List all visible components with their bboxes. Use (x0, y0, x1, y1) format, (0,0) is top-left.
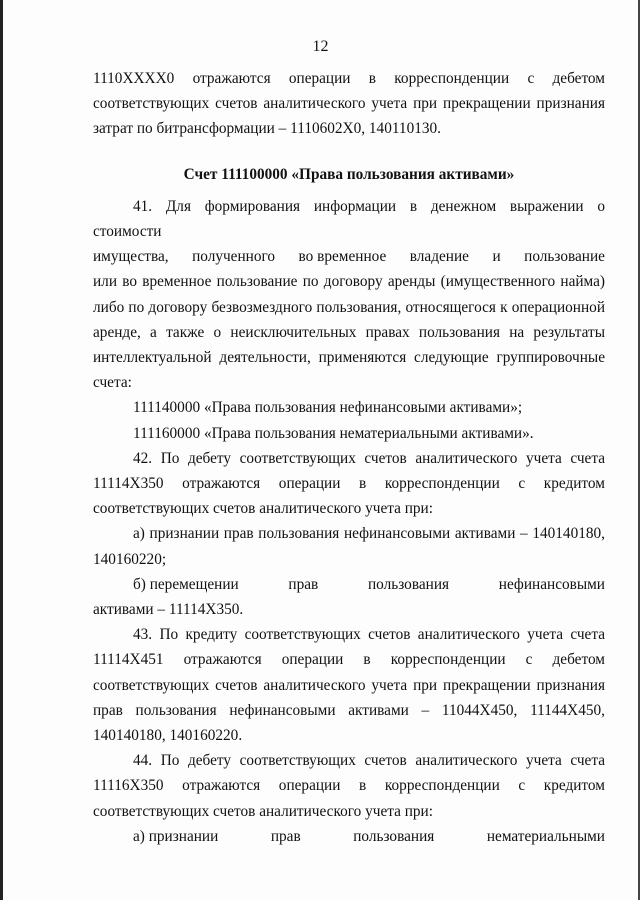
text-line: интеллектуальной деятельности, применяются следующие группировочные (93, 349, 605, 367)
text-word: в (359, 777, 367, 795)
text-line: счета: (93, 374, 132, 392)
document-body (93, 66, 605, 849)
text-word: прав (270, 827, 301, 845)
paragraph (93, 446, 605, 522)
text-word: пользование (524, 248, 605, 266)
text-word: во временное (298, 248, 387, 266)
text-word: 11114Х350 (93, 475, 164, 493)
text-word: 1110ХХХХ0 (93, 70, 175, 87)
text-line: 43. По кредиту соответствующих счетов аналитического учета счета (133, 626, 605, 644)
text-line: соответствующих счетов аналитического учета при: (93, 500, 433, 518)
text-word: с (525, 651, 533, 669)
text-word: кредитом (543, 475, 605, 493)
account-list-item: 111160000 «Права пользования нематериальными активами». (133, 424, 534, 442)
text-word: имущества, (93, 248, 169, 266)
text-line (93, 471, 605, 496)
text-line: соответствующих счетов аналитического учета при прекращении признания (93, 676, 605, 694)
text-line: или во временное пользование по договору аренды (имущественного найма) (93, 273, 605, 291)
text-word: и (492, 248, 501, 266)
text-word: пользования (353, 827, 435, 845)
text-word: с (518, 777, 526, 795)
text-line: 140140180, 140160220. (93, 727, 243, 745)
text-line: соответствующих счетов аналитического учета при: (93, 802, 433, 820)
text-word: корреспонденции (384, 777, 500, 795)
paragraph (93, 622, 605, 748)
text-word: 11116Х350 (93, 777, 164, 795)
text-line: либо по договору безвозмездного пользования, относящегося к операционной (93, 298, 605, 316)
paragraph (93, 194, 605, 396)
text-word: отражаются (182, 777, 261, 795)
text-word: с (527, 70, 535, 87)
text-word: операции (278, 475, 341, 493)
text-word: корреспонденции (390, 651, 506, 669)
text-word: нематериальными (486, 827, 605, 845)
text-word: дебетом (552, 70, 605, 87)
text-word: нефинансовыми (498, 575, 605, 593)
text-line: а) признании прав пользования нефинансовыми активами – 140140180, (133, 525, 605, 543)
text-line: соответствующих счетов аналитического учета при прекращении признания (93, 95, 605, 113)
section-heading: Счет 111100000 «Права пользования активами» (183, 165, 515, 183)
text-line (93, 244, 605, 269)
text-word: дебетом (552, 651, 605, 669)
text-word: отражаются (192, 70, 271, 87)
text-word: владение (409, 248, 469, 266)
text-word: отражаются (182, 475, 261, 493)
page-number: 12 (312, 38, 329, 55)
text-line: 140160220; (93, 550, 167, 568)
text-word: в (359, 475, 367, 493)
text-word: операции (281, 651, 344, 669)
text-line: 44. По дебету соответствующих счетов аналитического учета счета (133, 752, 605, 770)
text-word: корреспонденции (394, 70, 510, 87)
text-word: в (368, 70, 376, 87)
text-line (93, 773, 605, 798)
text-word: б) перемещении (133, 575, 239, 593)
paragraph (93, 748, 605, 824)
text-word: полученного (192, 248, 276, 266)
text-word: операции (278, 777, 341, 795)
text-word: с (518, 475, 526, 493)
text-word: пользования (367, 575, 450, 593)
text-line: прав пользования нефинансовыми активами – 11044Х450, 11144Х450, (93, 701, 605, 719)
text-word: прав (288, 575, 319, 593)
text-word: в (363, 651, 371, 669)
text-line (93, 66, 605, 91)
text-line: 41. Для формирования информации в денежном выражении о стоимости (93, 197, 605, 241)
text-word: а) признании (133, 827, 219, 845)
paragraph (93, 572, 605, 622)
text-word: кредитом (543, 777, 605, 795)
text-line (93, 572, 605, 597)
text-line: затрат по битрансформации – 1110602Х0, 140110130. (93, 120, 441, 138)
text-word: операции (288, 70, 351, 87)
text-line: аренде, а также о неисключительных правах пользования на результаты (93, 323, 605, 341)
text-line (93, 647, 605, 672)
account-list-item: 111140000 «Права пользования нефинансовыми активами»; (133, 399, 523, 417)
text-word: корреспонденции (384, 475, 500, 493)
text-word: отражаются (183, 651, 262, 669)
text-line (93, 824, 605, 849)
text-line: 42. По дебету соответствующих счетов аналитического учета счета (133, 449, 605, 467)
text-word: 11114Х451 (93, 651, 164, 669)
paragraph (93, 824, 605, 849)
text-line: активами – 11114Х350. (93, 601, 244, 619)
paragraph (93, 521, 605, 571)
paragraph-continuation (93, 66, 605, 142)
